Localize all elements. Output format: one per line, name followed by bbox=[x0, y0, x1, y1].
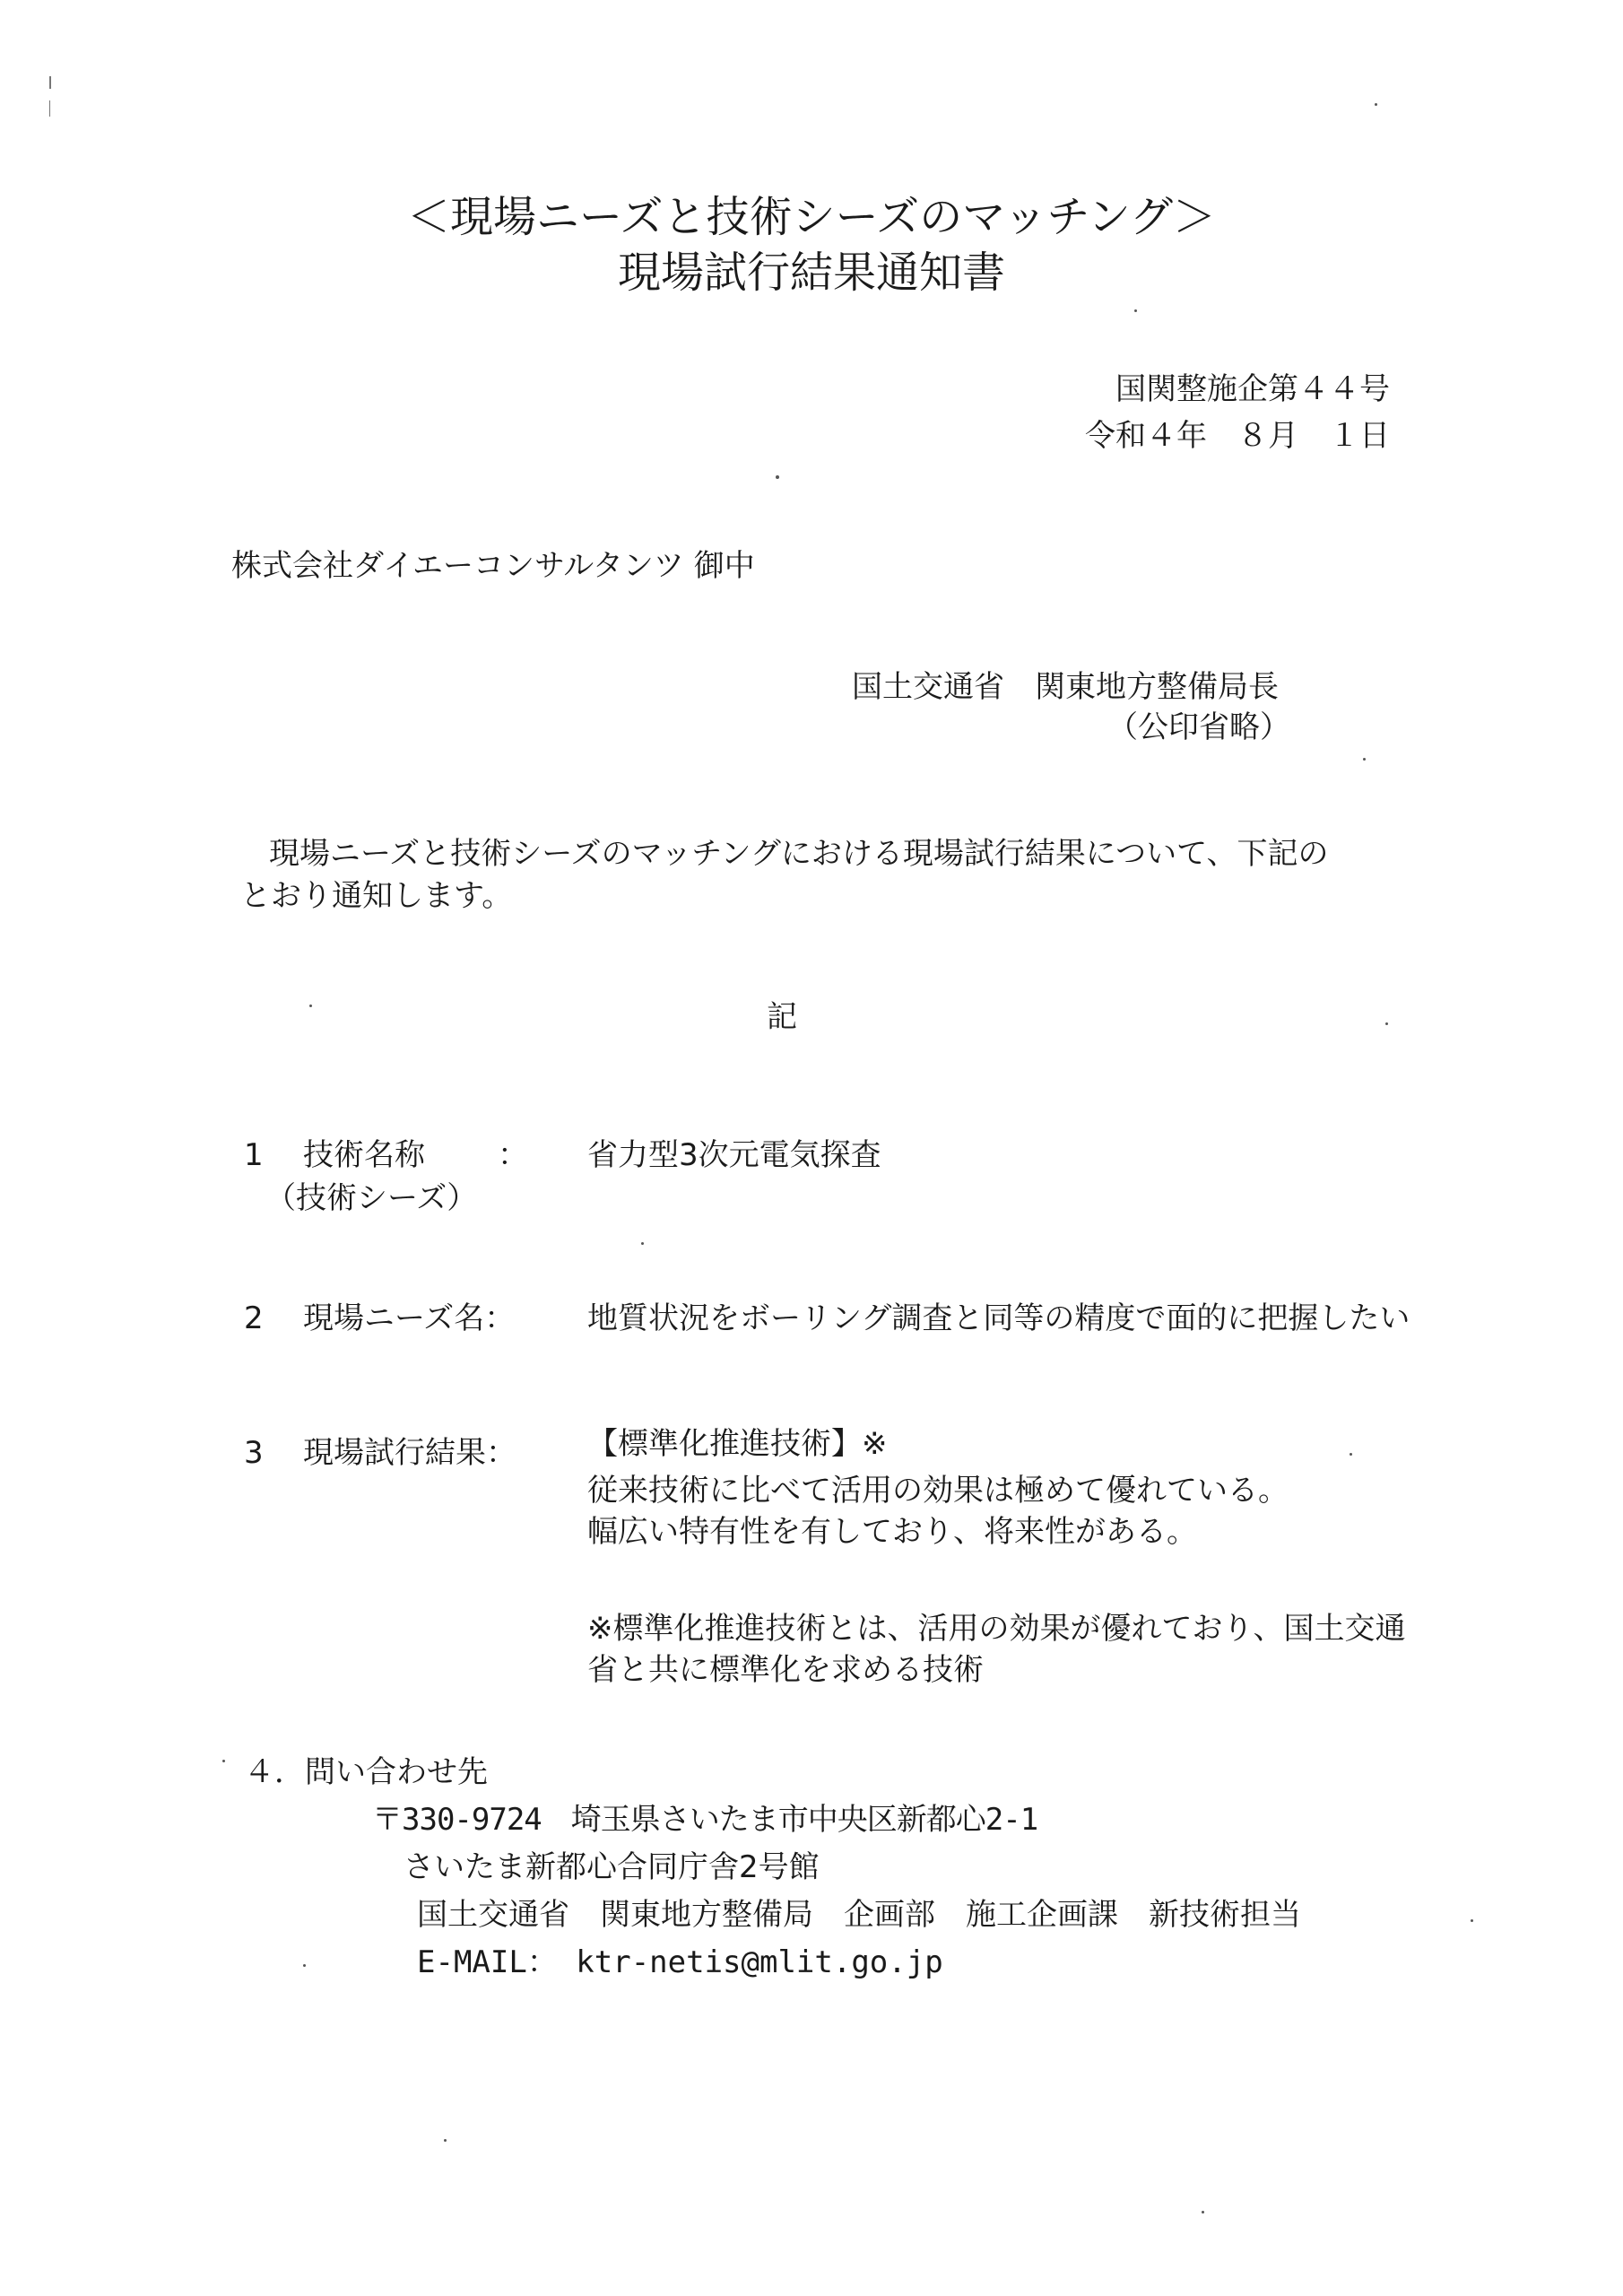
contact-address: 〒330-9724 埼玉県さいたま市中央区新都心2-1 bbox=[372, 1802, 1038, 1838]
item-1-number: 1 bbox=[244, 1137, 264, 1173]
item-3-result-line-2: 幅広い特有性を有しており、将来性がある。 bbox=[587, 1514, 1197, 1550]
scan-speck bbox=[1471, 1919, 1473, 1922]
scan-speck bbox=[641, 1242, 644, 1245]
scan-speck bbox=[1385, 1022, 1388, 1025]
scan-mark bbox=[49, 76, 51, 89]
item-2-label: 現場ニーズ名： bbox=[303, 1300, 516, 1336]
scan-speck bbox=[1350, 1453, 1352, 1456]
item-1-sublabel: （技術シーズ） bbox=[265, 1180, 478, 1216]
ki-marker: 記 bbox=[767, 999, 797, 1035]
body-text-line-1: 現場ニーズと技術シーズのマッチングにおける現場試行結果について、下記の bbox=[269, 836, 1329, 872]
contact-department: 国土交通省 関東地方整備局 企画部 施工企画課 新技術担当 bbox=[417, 1897, 1301, 1933]
scan-speck bbox=[303, 1964, 306, 1967]
item-1-colon: ： bbox=[498, 1137, 528, 1173]
scan-speck bbox=[776, 475, 779, 479]
scan-speck bbox=[444, 2139, 447, 2142]
contact-heading: ４．問い合わせ先 bbox=[244, 1754, 488, 1790]
scan-speck bbox=[1134, 309, 1137, 312]
contact-email: E-MAIL： ktr-netis@mlit.go.jp bbox=[417, 1944, 943, 1980]
document-title: ＜現場ニーズと技術シーズのマッチング＞ bbox=[407, 192, 1216, 242]
scan-speck bbox=[222, 1760, 225, 1762]
scan-speck bbox=[1375, 103, 1377, 106]
item-3-note-line-1: ※標準化推進技術とは、活用の効果が優れており、国土交通 bbox=[587, 1611, 1406, 1647]
item-3-result-line-1: 従来技術に比べて活用の効果は極めて優れている。 bbox=[587, 1473, 1289, 1509]
contact-building: さいたま新都心合同庁舎2号館 bbox=[404, 1849, 820, 1885]
body-text-line-2: とおり通知します。 bbox=[240, 878, 513, 914]
scan-mark bbox=[49, 100, 50, 117]
document-subtitle: 現場試行結果通知書 bbox=[617, 248, 1005, 298]
scan-speck bbox=[1202, 2211, 1204, 2213]
document-number: 国関整施企第４４号 bbox=[1115, 371, 1390, 407]
document-date: 令和４年 ８月 １日 bbox=[1085, 418, 1390, 454]
seal-omitted-note: （公印省略） bbox=[1107, 709, 1290, 745]
item-3-category: 【標準化推進技術】※ bbox=[587, 1426, 888, 1462]
scan-speck bbox=[1363, 758, 1366, 761]
item-3-label: 現場試行結果： bbox=[303, 1435, 516, 1471]
addressee: 株式会社ダイエーコンサルタンツ 御中 bbox=[231, 548, 755, 584]
item-2-number: 2 bbox=[244, 1300, 264, 1336]
sender-name: 国土交通省 関東地方整備局長 bbox=[852, 669, 1279, 705]
item-3-number: 3 bbox=[244, 1435, 264, 1471]
scan-speck bbox=[309, 1004, 312, 1007]
item-3-note-line-2: 省と共に標準化を求める技術 bbox=[587, 1652, 984, 1688]
item-1-label: 技術名称 bbox=[303, 1137, 425, 1173]
item-1-value: 省力型3次元電気探査 bbox=[587, 1137, 881, 1173]
item-2-value: 地質状況をボーリング調査と同等の精度で面的に把握したい bbox=[587, 1300, 1410, 1336]
